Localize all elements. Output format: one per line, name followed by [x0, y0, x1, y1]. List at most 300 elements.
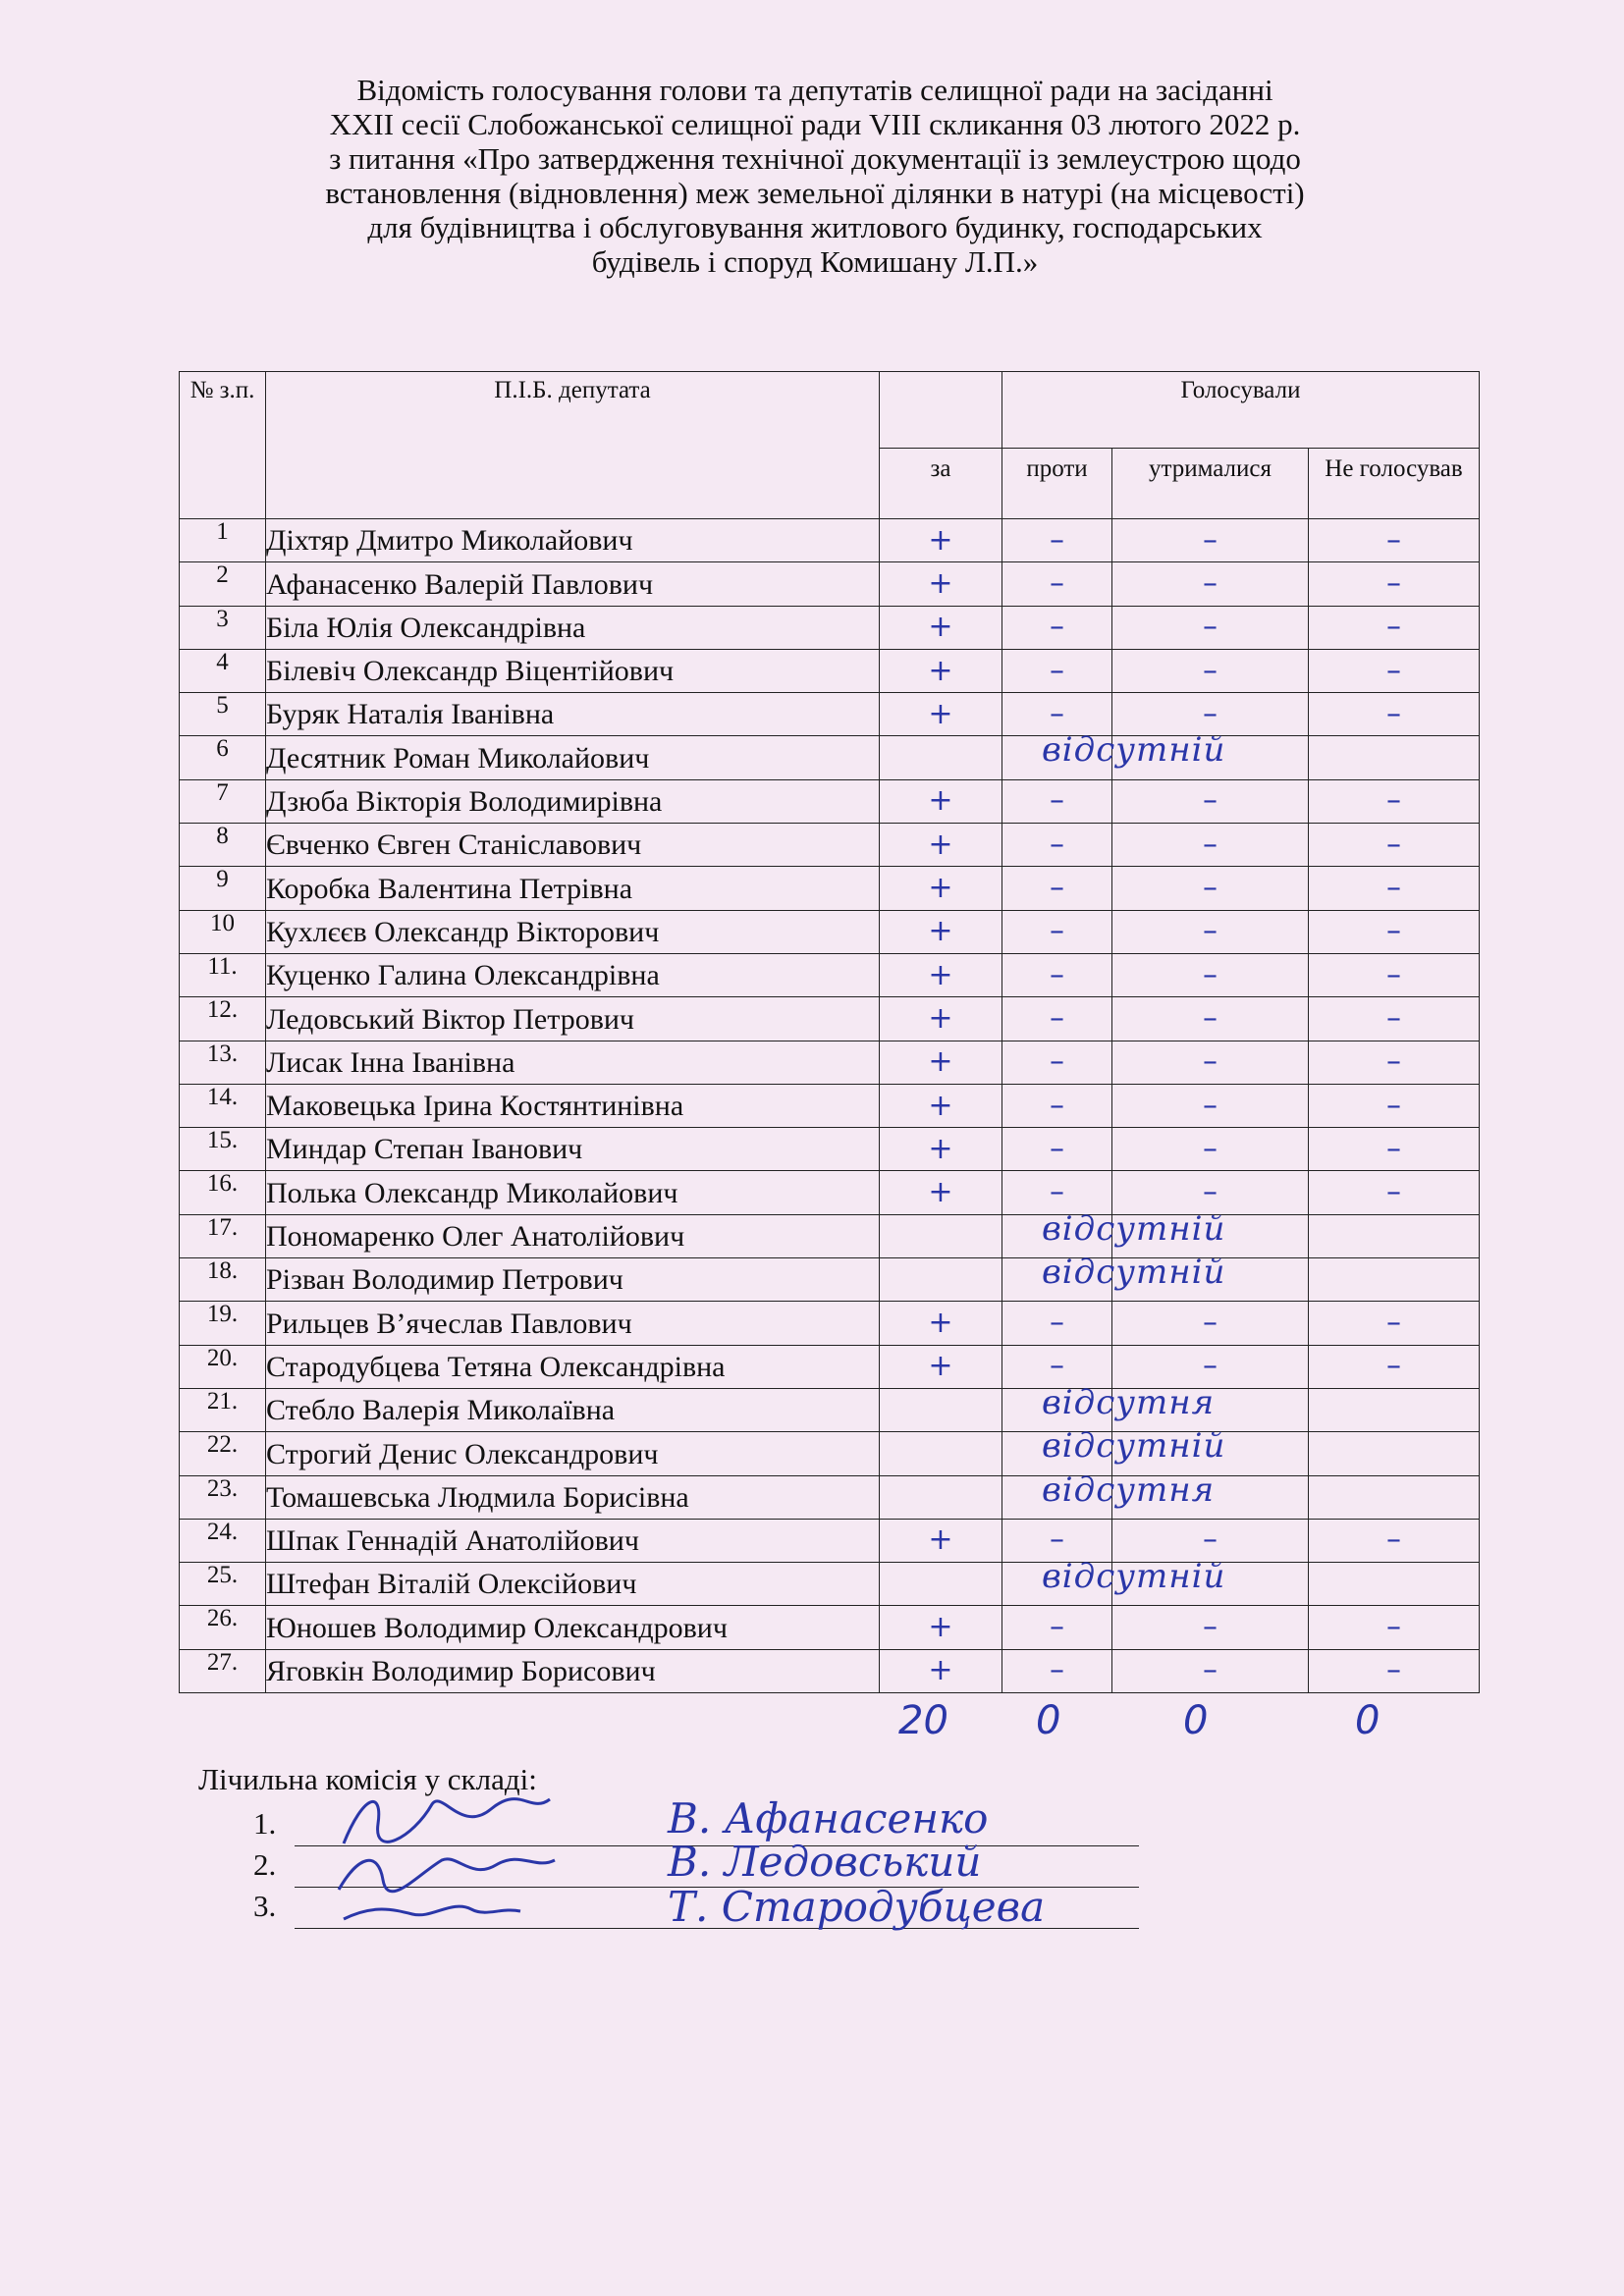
vote-za-cell	[880, 779, 1002, 823]
vote-utrymalysia-cell	[1112, 649, 1309, 692]
title-line: будівель і споруд Комишану Л.П.»	[591, 244, 1039, 279]
deputy-name: Кухлєєв Олександр Вікторович	[266, 910, 880, 953]
vote-utrymalysia-cell	[1112, 779, 1309, 823]
table-row	[180, 1302, 1480, 1345]
vote-ne-cell	[1309, 910, 1480, 953]
table-row	[180, 867, 1480, 910]
vote-cell	[1002, 1432, 1112, 1475]
row-number: 27.	[180, 1649, 266, 1692]
commission-number: 1.	[253, 1806, 277, 1841]
vote-proty-cell	[1002, 1128, 1112, 1171]
vote-proty-cell	[1002, 1606, 1112, 1649]
vote-za-cell	[880, 649, 1002, 692]
row-number: 6	[180, 736, 266, 779]
table-row	[180, 824, 1480, 867]
vote-cell	[1112, 1475, 1309, 1519]
handwritten-mark: –	[1050, 565, 1064, 601]
vote-proty-cell	[1002, 997, 1112, 1041]
table-row	[180, 562, 1480, 606]
row-number: 11.	[180, 953, 266, 996]
signature-mark	[324, 1880, 560, 1949]
vote-za-cell	[880, 1649, 1002, 1692]
handwritten-mark: –	[1386, 827, 1401, 862]
handwritten-mark: +	[928, 610, 953, 645]
table-row	[180, 1563, 1480, 1606]
vote-za-cell	[880, 953, 1002, 996]
handwritten-mark: –	[1386, 1088, 1401, 1123]
handwritten-mark: –	[1386, 696, 1401, 731]
vote-cell	[1309, 736, 1480, 779]
vote-utrymalysia-cell	[1112, 562, 1309, 606]
vote-cell	[1309, 1388, 1480, 1431]
row-number: 8	[180, 824, 266, 867]
commission-handwritten-name: В. Ледовський	[668, 1838, 982, 1886]
handwritten-mark: –	[1386, 1349, 1401, 1384]
absent-note: відсутній	[1042, 1426, 1226, 1467]
handwritten-mark: –	[1050, 1349, 1064, 1384]
handwritten-mark: –	[1050, 914, 1064, 949]
handwritten-mark: –	[1203, 871, 1218, 906]
row-number: 15.	[180, 1128, 266, 1171]
handwritten-mark: +	[928, 696, 953, 731]
vote-proty-cell	[1002, 779, 1112, 823]
vote-cell	[1309, 1475, 1480, 1519]
handwritten-mark: +	[928, 871, 953, 906]
table-row	[180, 1171, 1480, 1214]
handwritten-mark: +	[928, 1131, 953, 1166]
row-number: 4	[180, 649, 266, 692]
vote-cell	[880, 1382, 1216, 1431]
handwritten-mark: –	[1203, 522, 1218, 558]
handwritten-mark: +	[928, 914, 953, 949]
deputy-name: Штефан Віталій Олексійович	[266, 1563, 880, 1606]
vote-utrymalysia-cell	[1112, 1649, 1309, 1692]
handwritten-mark: –	[1203, 1522, 1218, 1558]
vote-ne-cell	[1309, 1171, 1480, 1214]
vote-za-cell	[880, 910, 1002, 953]
deputy-name: Миндар Степан Іванович	[266, 1128, 880, 1171]
vote-za-cell	[880, 1606, 1002, 1649]
table-row	[180, 1606, 1480, 1649]
handwritten-mark: –	[1386, 1653, 1401, 1688]
vote-ne-cell	[1309, 1041, 1480, 1084]
vote-utrymalysia-cell	[1112, 997, 1309, 1041]
vote-proty-cell	[1002, 1041, 1112, 1084]
handwritten-mark: +	[928, 1000, 953, 1036]
deputy-name: Афанасенко Валерій Павлович	[266, 562, 880, 606]
vote-proty-cell	[1002, 1084, 1112, 1127]
deputy-name: Дзюба Вікторія Володимирівна	[266, 779, 880, 823]
vote-cell	[1309, 1563, 1480, 1606]
handwritten-mark: –	[1203, 1653, 1218, 1688]
table-row	[180, 910, 1480, 953]
handwritten-mark: –	[1050, 1131, 1064, 1166]
commission-handwritten-name: В. Афанасенко	[668, 1794, 989, 1842]
handwritten-mark: –	[1203, 1349, 1218, 1384]
vote-cell	[1002, 1563, 1112, 1606]
commission-handwritten-name: Т. Стародубцева	[668, 1883, 1046, 1931]
vote-za-cell	[880, 867, 1002, 910]
deputy-name: Томашевська Людмила Борисівна	[266, 1475, 880, 1519]
vote-utrymalysia-cell	[1112, 1606, 1309, 1649]
handwritten-mark: –	[1050, 1522, 1064, 1558]
vote-za-cell	[880, 997, 1002, 1041]
header-blank	[880, 372, 1002, 449]
vote-ne-cell	[1309, 649, 1480, 692]
deputy-name: Лисак Інна Іванівна	[266, 1041, 880, 1084]
vote-za-cell	[880, 606, 1002, 649]
row-number: 17.	[180, 1214, 266, 1257]
vote-proty-cell	[1002, 910, 1112, 953]
vote-za-cell	[880, 693, 1002, 736]
row-number: 26.	[180, 1606, 266, 1649]
handwritten-mark: –	[1203, 565, 1218, 601]
table-row	[180, 693, 1480, 736]
deputy-name: Діхтяр Дмитро Миколайович	[266, 519, 880, 562]
vote-cell	[1112, 1563, 1309, 1606]
handwritten-mark: +	[928, 1088, 953, 1123]
voting-rows	[180, 519, 1480, 1693]
handwritten-mark: +	[928, 1522, 953, 1558]
vote-proty-cell	[1002, 649, 1112, 692]
handwritten-mark: –	[1203, 1610, 1218, 1645]
vote-za-cell	[880, 1041, 1002, 1084]
deputy-name: Стебло Валерія Миколаївна	[266, 1388, 880, 1431]
handwritten-mark: –	[1203, 957, 1218, 992]
vote-cell	[1309, 1432, 1480, 1475]
deputy-name: Пономаренко Олег Анатолійович	[266, 1214, 880, 1257]
handwritten-mark: –	[1386, 653, 1401, 688]
vote-cell	[1112, 1432, 1309, 1475]
handwritten-mark: –	[1203, 1088, 1218, 1123]
vote-za-cell	[880, 824, 1002, 867]
header-voted: Голосували	[1002, 372, 1480, 449]
table-row	[180, 1041, 1480, 1084]
handwritten-mark: –	[1050, 827, 1064, 862]
handwritten-mark: –	[1386, 522, 1401, 558]
deputy-name: Шпак Геннадій Анатолійович	[266, 1519, 880, 1562]
title-line: Відомість голосування голови та депутатів селищної ради на засіданні	[356, 73, 1273, 107]
vote-za-cell	[880, 519, 1002, 562]
deputy-name: Біла Юлія Олександрівна	[266, 606, 880, 649]
vote-utrymalysia-cell	[1112, 1171, 1309, 1214]
vote-proty-cell	[1002, 953, 1112, 996]
vote-ne-cell	[1309, 562, 1480, 606]
deputy-name: Різван Володимир Петрович	[266, 1258, 880, 1302]
vote-cell	[1112, 1388, 1309, 1431]
handwritten-mark: –	[1050, 1000, 1064, 1036]
absent-note: відсутня	[1042, 1382, 1216, 1422]
handwritten-mark: –	[1203, 610, 1218, 645]
total-utrymalysia: 0	[1183, 1698, 1209, 1743]
handwritten-mark: –	[1050, 653, 1064, 688]
row-number: 14.	[180, 1084, 266, 1127]
handwritten-mark: +	[928, 783, 953, 819]
table-row	[180, 1649, 1480, 1692]
voting-table	[179, 371, 1480, 1693]
vote-cell	[880, 1426, 1226, 1475]
header-number: № з.п.	[180, 372, 266, 519]
handwritten-mark: –	[1203, 1000, 1218, 1036]
handwritten-mark: –	[1203, 696, 1218, 731]
row-number: 23.	[180, 1475, 266, 1519]
handwritten-mark: –	[1050, 522, 1064, 558]
vote-cell	[880, 730, 1226, 779]
vote-ne-cell	[1309, 953, 1480, 996]
vote-cell	[1112, 1258, 1309, 1302]
vote-ne-cell	[1309, 1519, 1480, 1562]
absent-note: відсутній	[1042, 1557, 1226, 1597]
row-number: 24.	[180, 1519, 266, 1562]
vote-ne-cell	[1309, 606, 1480, 649]
deputy-name: Юношев Володимир Олександрович	[266, 1606, 880, 1649]
table-row	[180, 779, 1480, 823]
vote-proty-cell	[1002, 1345, 1112, 1388]
deputy-name: Білевіч Олександр Віцентійович	[266, 649, 880, 692]
handwritten-mark: +	[928, 1175, 953, 1210]
row-number: 20.	[180, 1345, 266, 1388]
handwritten-mark: –	[1050, 957, 1064, 992]
title-line: для будівництва і обслуговування житлового будинку, господарських	[367, 210, 1263, 244]
handwritten-mark: –	[1386, 1305, 1401, 1340]
handwritten-mark: –	[1386, 610, 1401, 645]
handwritten-mark: –	[1386, 914, 1401, 949]
handwritten-mark: –	[1050, 610, 1064, 645]
header-utrymalysia: утрималися	[1112, 449, 1309, 519]
vote-cell	[1112, 1214, 1309, 1257]
vote-utrymalysia-cell	[1112, 1041, 1309, 1084]
deputy-name: Яговкін Володимир Борисович	[266, 1649, 880, 1692]
handwritten-mark: –	[1386, 1175, 1401, 1210]
vote-ne-cell	[1309, 1128, 1480, 1171]
row-number: 3	[180, 606, 266, 649]
handwritten-mark: –	[1050, 1088, 1064, 1123]
total-za: 20	[898, 1698, 948, 1743]
vote-proty-cell	[1002, 519, 1112, 562]
commission-label: Лічильна комісія у складі:	[198, 1762, 537, 1796]
vote-proty-cell	[1002, 562, 1112, 606]
row-number: 18.	[180, 1258, 266, 1302]
deputy-name: Рильцев В’ячеслав Павлович	[266, 1302, 880, 1345]
commission-number: 3.	[253, 1889, 277, 1923]
vote-ne-cell	[1309, 1345, 1480, 1388]
table-row	[180, 649, 1480, 692]
row-number: 12.	[180, 997, 266, 1041]
vote-cell	[880, 1253, 1226, 1302]
header-proty: проти	[1002, 449, 1112, 519]
vote-cell	[1309, 1258, 1480, 1302]
vote-cell	[880, 1208, 1226, 1257]
vote-za-cell	[880, 1084, 1002, 1127]
vote-proty-cell	[1002, 867, 1112, 910]
row-number: 22.	[180, 1432, 266, 1475]
row-number: 2	[180, 562, 266, 606]
document-title	[177, 73, 1453, 279]
handwritten-mark: –	[1050, 1175, 1064, 1210]
deputy-name: Коробка Валентина Петрівна	[266, 867, 880, 910]
absent-note: відсутня	[1042, 1469, 1216, 1510]
handwritten-mark: +	[928, 522, 953, 558]
table-row	[180, 1258, 1480, 1302]
vote-cell	[1002, 1214, 1112, 1257]
title-line: з питання «Про затвердження технічної документації із землеустрою щодо	[329, 141, 1301, 176]
table-row	[180, 1388, 1480, 1431]
handwritten-mark: –	[1386, 783, 1401, 819]
absent-note: відсутній	[1042, 730, 1226, 771]
vote-cell	[880, 1557, 1226, 1606]
row-number: 7	[180, 779, 266, 823]
vote-utrymalysia-cell	[1112, 910, 1309, 953]
row-number: 25.	[180, 1563, 266, 1606]
handwritten-mark: –	[1386, 957, 1401, 992]
vote-ne-cell	[1309, 867, 1480, 910]
vote-proty-cell	[1002, 606, 1112, 649]
handwritten-mark: –	[1050, 1653, 1064, 1688]
table-row	[180, 1128, 1480, 1171]
vote-cell	[1309, 1214, 1480, 1257]
handwritten-mark: +	[928, 957, 953, 992]
vote-cell	[1002, 1258, 1112, 1302]
vote-cell	[880, 1469, 1216, 1519]
vote-ne-cell	[1309, 997, 1480, 1041]
title-line: встановлення (відновлення) меж земельної ділянки в натурі (на місцевості)	[325, 176, 1305, 210]
vote-ne-cell	[1309, 1302, 1480, 1345]
table-row	[180, 1084, 1480, 1127]
row-number: 10	[180, 910, 266, 953]
vote-utrymalysia-cell	[1112, 519, 1309, 562]
deputy-name: Євченко Євген Станіславович	[266, 824, 880, 867]
commission-number: 2.	[253, 1847, 277, 1882]
table-row	[180, 736, 1480, 779]
table-row	[180, 519, 1480, 562]
vote-cell	[1112, 736, 1309, 779]
handwritten-mark: –	[1386, 565, 1401, 601]
handwritten-mark: –	[1386, 1610, 1401, 1645]
handwritten-mark: +	[928, 1653, 953, 1688]
vote-utrymalysia-cell	[1112, 1345, 1309, 1388]
header-ne-holosuvav: Не голосував	[1309, 449, 1480, 519]
handwritten-mark: –	[1203, 914, 1218, 949]
handwritten-mark: –	[1050, 696, 1064, 731]
vote-za-cell	[880, 1171, 1002, 1214]
vote-utrymalysia-cell	[1112, 953, 1309, 996]
vote-ne-cell	[1309, 1084, 1480, 1127]
header-name: П.І.Б. депутата	[266, 372, 880, 519]
table-row	[180, 1432, 1480, 1475]
vote-utrymalysia-cell	[1112, 1519, 1309, 1562]
vote-utrymalysia-cell	[1112, 606, 1309, 649]
table-row	[180, 953, 1480, 996]
vote-cell	[1002, 736, 1112, 779]
deputy-name: Куценко Галина Олександрівна	[266, 953, 880, 996]
deputy-name: Ледовський Віктор Петрович	[266, 997, 880, 1041]
handwritten-mark: –	[1050, 783, 1064, 819]
vote-utrymalysia-cell	[1112, 1084, 1309, 1127]
handwritten-mark: +	[928, 565, 953, 601]
row-number: 9	[180, 867, 266, 910]
row-number: 21.	[180, 1388, 266, 1431]
handwritten-mark: +	[928, 653, 953, 688]
vote-za-cell	[880, 562, 1002, 606]
vote-cell	[1002, 1475, 1112, 1519]
row-number: 19.	[180, 1302, 266, 1345]
handwritten-mark: –	[1203, 1131, 1218, 1166]
vote-proty-cell	[1002, 1171, 1112, 1214]
handwritten-mark: –	[1386, 1044, 1401, 1080]
table-row	[180, 1345, 1480, 1388]
row-number: 16.	[180, 1171, 266, 1214]
handwritten-mark: +	[928, 1305, 953, 1340]
vote-proty-cell	[1002, 693, 1112, 736]
deputy-name: Маковецька Ірина Костянтинівна	[266, 1084, 880, 1127]
handwritten-mark: –	[1386, 1000, 1401, 1036]
vote-za-cell	[880, 1128, 1002, 1171]
vote-ne-cell	[1309, 824, 1480, 867]
vote-proty-cell	[1002, 1302, 1112, 1345]
vote-za-cell	[880, 1519, 1002, 1562]
handwritten-mark: –	[1203, 827, 1218, 862]
handwritten-mark: –	[1203, 1305, 1218, 1340]
handwritten-mark: –	[1050, 1305, 1064, 1340]
handwritten-mark: –	[1203, 1044, 1218, 1080]
handwritten-mark: –	[1050, 1610, 1064, 1645]
vote-proty-cell	[1002, 1519, 1112, 1562]
vote-utrymalysia-cell	[1112, 1302, 1309, 1345]
handwritten-mark: –	[1050, 871, 1064, 906]
handwritten-mark: –	[1386, 871, 1401, 906]
vote-utrymalysia-cell	[1112, 693, 1309, 736]
handwritten-mark: –	[1203, 653, 1218, 688]
table-row	[180, 1519, 1480, 1562]
vote-cell	[1002, 1388, 1112, 1431]
table-row	[180, 1475, 1480, 1519]
vote-ne-cell	[1309, 693, 1480, 736]
row-number: 1	[180, 519, 266, 562]
vote-proty-cell	[1002, 824, 1112, 867]
handwritten-mark: +	[928, 1349, 953, 1384]
table-row	[180, 606, 1480, 649]
handwritten-mark: –	[1386, 1522, 1401, 1558]
deputy-name: Полька Олександр Миколайович	[266, 1171, 880, 1214]
table-row	[180, 997, 1480, 1041]
title-line: XXII сесії Слобожанської селищної ради VIII скликання 03 лютого 2022 р.	[329, 107, 1301, 141]
deputy-name: Десятник Роман Миколайович	[266, 736, 880, 779]
header-za: за	[880, 449, 1002, 519]
handwritten-mark: +	[928, 1044, 953, 1080]
total-proty: 0	[1036, 1698, 1061, 1743]
absent-note: відсутній	[1042, 1208, 1226, 1249]
vote-proty-cell	[1002, 1649, 1112, 1692]
vote-utrymalysia-cell	[1112, 824, 1309, 867]
handwritten-mark: –	[1050, 1044, 1064, 1080]
vote-utrymalysia-cell	[1112, 1128, 1309, 1171]
handwritten-mark: –	[1386, 1131, 1401, 1166]
total-ne-holosuvav: 0	[1355, 1698, 1380, 1743]
handwritten-mark: +	[928, 827, 953, 862]
row-number: 13.	[180, 1041, 266, 1084]
table-row	[180, 1214, 1480, 1257]
deputy-name: Стародубцева Тетяна Олександрівна	[266, 1345, 880, 1388]
deputy-name: Буряк Наталія Іванівна	[266, 693, 880, 736]
row-number: 5	[180, 693, 266, 736]
deputy-name: Строгий Денис Олександрович	[266, 1432, 880, 1475]
vote-ne-cell	[1309, 1606, 1480, 1649]
vote-utrymalysia-cell	[1112, 867, 1309, 910]
vote-ne-cell	[1309, 1649, 1480, 1692]
absent-note: відсутній	[1042, 1253, 1226, 1293]
vote-za-cell	[880, 1302, 1002, 1345]
vote-ne-cell	[1309, 779, 1480, 823]
